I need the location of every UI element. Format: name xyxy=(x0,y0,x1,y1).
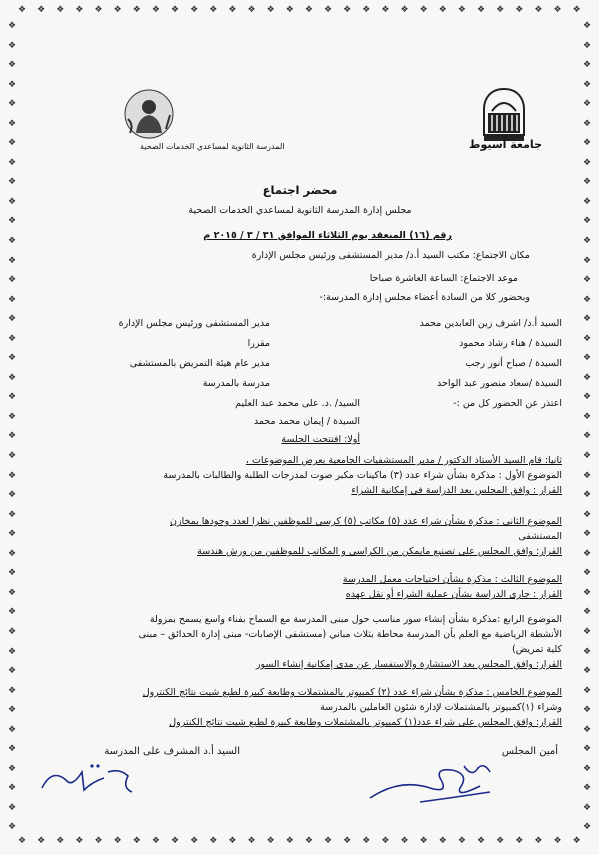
border-ornament: ❖ xyxy=(343,5,352,15)
university-name: جامعة أسيوط xyxy=(469,138,542,151)
border-ornament: ❖ xyxy=(324,5,333,15)
border-ornament: ❖ xyxy=(18,836,27,846)
page-border-bottom xyxy=(18,837,581,849)
border-ornament: ❖ xyxy=(7,21,17,31)
border-ornament: ❖ xyxy=(7,177,17,188)
border-ornament: ❖ xyxy=(582,548,592,559)
border-ornament: ❖ xyxy=(582,275,592,286)
border-ornament: ❖ xyxy=(7,802,17,813)
border-ornament: ❖ xyxy=(285,836,294,846)
border-ornament: ❖ xyxy=(438,836,447,846)
border-ornament: ❖ xyxy=(582,705,592,716)
border-ornament: ❖ xyxy=(582,470,592,481)
attendance-intro: وبحضور كلا من السادة أعضاء مجلس إدارة المدرسة:- xyxy=(319,292,530,303)
border-ornament: ❖ xyxy=(7,99,17,110)
border-ornament: ❖ xyxy=(324,836,333,846)
border-ornament: ❖ xyxy=(7,236,17,247)
border-ornament: ❖ xyxy=(582,21,592,31)
border-ornament: ❖ xyxy=(582,411,592,422)
border-ornament: ❖ xyxy=(582,99,592,110)
border-ornament: ❖ xyxy=(534,836,543,846)
border-ornament: ❖ xyxy=(534,5,543,15)
border-ornament: ❖ xyxy=(7,646,17,657)
border-ornament: ❖ xyxy=(7,724,17,735)
page-border-right xyxy=(581,22,593,833)
border-ornament: ❖ xyxy=(7,275,17,286)
border-ornament: ❖ xyxy=(18,5,27,15)
border-ornament: ❖ xyxy=(515,5,524,15)
border-ornament: ❖ xyxy=(419,5,428,15)
border-ornament: ❖ xyxy=(572,5,581,15)
border-ornament: ❖ xyxy=(553,836,562,846)
supervisor-label: السيد أ.د المشرف على المدرسة xyxy=(104,746,240,757)
border-ornament: ❖ xyxy=(582,255,592,266)
member-role: مدير عام هيئة التمريض بالمستشفى xyxy=(129,358,270,369)
opening-statement: أولا: افتتحت الجلسة xyxy=(281,434,360,445)
border-ornament: ❖ xyxy=(7,79,17,90)
border-ornament: ❖ xyxy=(7,548,17,559)
border-ornament: ❖ xyxy=(419,836,428,846)
border-ornament: ❖ xyxy=(457,836,466,846)
border-ornament: ❖ xyxy=(247,5,256,15)
topic-subject: الموضوع الثاني : مذكرة بشأن شراء عدد (٥) مكاتب (٥) كرسي للموظفين نظرا لعدد وجودها بمخازن xyxy=(170,516,562,527)
border-ornament: ❖ xyxy=(457,5,466,15)
border-ornament: ❖ xyxy=(7,216,17,227)
border-ornament: ❖ xyxy=(7,490,17,501)
topic-decision: القرار: وافق المجلس على شراء عدد(١) كمبيوتر بالمشتملات وطابعة كبيرة لطبع شيت نتائج الكنترول xyxy=(169,717,562,728)
border-ornament: ❖ xyxy=(209,836,218,846)
border-ornament: ❖ xyxy=(496,836,505,846)
border-ornament: ❖ xyxy=(132,5,141,15)
topic-subject: الموضوع الخامس : مذكرة بشأن شراء عدد (٢) كمبيوتر بالمشتملات وطابعة كبيرة لطبع شيت نتائج الكنترول xyxy=(142,687,562,698)
document-title: محضر اجتماع xyxy=(262,183,338,197)
border-ornament: ❖ xyxy=(7,626,17,637)
border-ornament: ❖ xyxy=(582,60,592,71)
topic-decision: القرار : وافق المجلس بعد الدراسة في إمكانية الشراء xyxy=(351,485,562,496)
border-ornament: ❖ xyxy=(582,392,592,403)
border-ornament: ❖ xyxy=(37,836,46,846)
border-ornament: ❖ xyxy=(400,5,409,15)
border-ornament: ❖ xyxy=(582,40,592,51)
border-ornament: ❖ xyxy=(582,138,592,149)
border-ornament: ❖ xyxy=(7,392,17,403)
topic-decision: القرار: وافق المجلس على تصنيع مايمكن من الكراسي و المكاتب للموظفين من ورش هندسة xyxy=(197,546,562,557)
meeting-time: موعد الاجتماع: الساعة العاشرة صباحا xyxy=(369,273,518,284)
border-ornament: ❖ xyxy=(582,236,592,247)
page-border-left xyxy=(6,22,18,833)
border-ornament: ❖ xyxy=(582,685,592,696)
meeting-place: مكان الاجتماع: مكتب السيد أ.د/ مدير المستشفى ورئيس مجلس الإدارة xyxy=(251,250,530,261)
border-ornament: ❖ xyxy=(477,5,486,15)
border-ornament: ❖ xyxy=(582,79,592,90)
member-role: مدرسة بالمدرسة xyxy=(202,378,270,389)
border-ornament: ❖ xyxy=(7,353,17,364)
border-ornament: ❖ xyxy=(7,783,17,794)
absent-label: اعتذر عن الحضور كل من :- xyxy=(453,398,562,409)
border-ornament: ❖ xyxy=(209,5,218,15)
border-ornament: ❖ xyxy=(582,763,592,774)
border-ornament: ❖ xyxy=(343,836,352,846)
border-ornament: ❖ xyxy=(582,294,592,305)
member-role: مدير المستشفى ورئيس مجلس الإدارة xyxy=(118,318,270,329)
border-ornament: ❖ xyxy=(553,5,562,15)
border-ornament: ❖ xyxy=(572,836,581,846)
topic-subject-cont: المستشفى xyxy=(518,531,562,542)
border-ornament: ❖ xyxy=(582,646,592,657)
border-ornament: ❖ xyxy=(56,836,65,846)
border-ornament: ❖ xyxy=(582,607,592,618)
border-ornament: ❖ xyxy=(7,666,17,677)
border-ornament: ❖ xyxy=(582,431,592,442)
border-ornament: ❖ xyxy=(582,314,592,325)
topic-subject-cont: كلية تمريض) xyxy=(511,644,562,655)
member-name: السيدة / هناء رشاد محمود xyxy=(459,338,562,349)
border-ornament: ❖ xyxy=(190,836,199,846)
border-ornament: ❖ xyxy=(228,5,237,15)
border-ornament: ❖ xyxy=(304,5,313,15)
border-ornament: ❖ xyxy=(7,60,17,71)
border-ornament: ❖ xyxy=(247,836,256,846)
border-ornament: ❖ xyxy=(7,255,17,266)
council-subtitle: مجلس إدارة المدرسة الثانوية لمساعدي الخدمات الصحية xyxy=(188,205,412,216)
border-ornament: ❖ xyxy=(582,587,592,598)
border-ornament: ❖ xyxy=(582,626,592,637)
border-ornament: ❖ xyxy=(582,177,592,188)
border-ornament: ❖ xyxy=(7,705,17,716)
border-ornament: ❖ xyxy=(477,836,486,846)
border-ornament: ❖ xyxy=(362,5,371,15)
border-ornament: ❖ xyxy=(400,836,409,846)
border-ornament: ❖ xyxy=(94,836,103,846)
border-ornament: ❖ xyxy=(582,529,592,540)
border-ornament: ❖ xyxy=(132,836,141,846)
supervisor-signature xyxy=(360,758,510,808)
border-ornament: ❖ xyxy=(7,431,17,442)
border-ornament: ❖ xyxy=(7,529,17,540)
border-ornament: ❖ xyxy=(582,157,592,168)
border-ornament: ❖ xyxy=(94,5,103,15)
border-ornament: ❖ xyxy=(7,451,17,462)
member-name: السيدة / صباح أنور رجب xyxy=(465,358,562,369)
border-ornament: ❖ xyxy=(362,836,371,846)
border-ornament: ❖ xyxy=(7,763,17,774)
border-ornament: ❖ xyxy=(75,5,84,15)
border-ornament: ❖ xyxy=(582,724,592,735)
topic-decision: القرار : جارى الدراسة بشأن عملية الشراء أو نقل عهده xyxy=(345,589,562,600)
border-ornament: ❖ xyxy=(7,157,17,168)
council-secretary-label: أمين المجلس xyxy=(501,746,558,757)
border-ornament: ❖ xyxy=(582,802,592,813)
border-ornament: ❖ xyxy=(7,314,17,325)
border-ornament: ❖ xyxy=(7,470,17,481)
border-ornament: ❖ xyxy=(7,509,17,520)
border-ornament: ❖ xyxy=(7,568,17,579)
page-border-top xyxy=(18,6,581,18)
border-ornament: ❖ xyxy=(7,118,17,129)
border-ornament: ❖ xyxy=(7,40,17,51)
border-ornament: ❖ xyxy=(582,196,592,207)
border-ornament: ❖ xyxy=(7,587,17,598)
topic-subject-cont: وشراء (١)كمبيوتر بالمشتملات لإدارة شئون العاملين بالمدرسة xyxy=(320,702,562,713)
border-ornament: ❖ xyxy=(7,744,17,755)
border-ornament: ❖ xyxy=(7,685,17,696)
topic-subject: الموضوع الأول : مذكرة بشأن شراء عدد (٣) ماكينات مكبر صوت لمدرجات الطلبة والطالبات بالمدرسة xyxy=(163,470,562,481)
border-ornament: ❖ xyxy=(582,451,592,462)
absent-name: السيد/ .د. على محمد عبد العليم xyxy=(235,398,360,409)
border-ornament: ❖ xyxy=(151,5,160,15)
university-logo xyxy=(478,85,530,143)
border-ornament: ❖ xyxy=(582,783,592,794)
border-ornament: ❖ xyxy=(171,5,180,15)
border-ornament: ❖ xyxy=(582,568,592,579)
border-ornament: ❖ xyxy=(228,836,237,846)
border-ornament: ❖ xyxy=(582,333,592,344)
border-ornament: ❖ xyxy=(582,372,592,383)
topic-subject: الموضوع الثالث : مذكرة بشأن احتياجات معمل المدرسة xyxy=(342,574,562,585)
absent-name: السيدة / إيمان محمد محمد xyxy=(253,416,360,427)
border-ornament: ❖ xyxy=(266,836,275,846)
border-ornament: ❖ xyxy=(515,836,524,846)
school-name: المدرسة الثانوية لمساعدي الخدمات الصحية xyxy=(140,142,285,151)
border-ornament: ❖ xyxy=(7,138,17,149)
border-ornament: ❖ xyxy=(381,5,390,15)
border-ornament: ❖ xyxy=(496,5,505,15)
member-role: مقررا xyxy=(247,338,270,349)
border-ornament: ❖ xyxy=(7,372,17,383)
border-ornament: ❖ xyxy=(7,333,17,344)
second-statement: ثانيا: قام السيد الأستاذ الدكتور / مدير المستشفيات الجامعية بعرض الموضوعات ، xyxy=(245,455,562,466)
border-ornament: ❖ xyxy=(56,5,65,15)
border-ornament: ❖ xyxy=(7,411,17,422)
border-ornament: ❖ xyxy=(7,607,17,618)
border-ornament: ❖ xyxy=(113,836,122,846)
border-ornament: ❖ xyxy=(285,5,294,15)
border-ornament: ❖ xyxy=(582,744,592,755)
border-ornament: ❖ xyxy=(190,5,199,15)
border-ornament: ❖ xyxy=(7,294,17,305)
border-ornament: ❖ xyxy=(266,5,275,15)
border-ornament: ❖ xyxy=(438,5,447,15)
border-ornament: ❖ xyxy=(582,353,592,364)
border-ornament: ❖ xyxy=(381,836,390,846)
border-ornament: ❖ xyxy=(582,509,592,520)
border-ornament: ❖ xyxy=(75,836,84,846)
school-logo xyxy=(120,85,178,143)
border-ornament: ❖ xyxy=(113,5,122,15)
border-ornament: ❖ xyxy=(582,666,592,677)
border-ornament: ❖ xyxy=(151,836,160,846)
topic-subject-cont: الأنشطة الرياضية مع العلم بأن المدرسة محاطة بثلاث مباني (مستشفى الإصابات- مبنى إدارة الحدائق – مبنى xyxy=(138,629,562,640)
border-ornament: ❖ xyxy=(7,196,17,207)
topic-subject: الموضوع الرابع :مذكرة بشأن إنشاء سور مناسب حول مبنى المدرسة مع السماح بفناء واسع يسمح بمزولة xyxy=(149,614,562,625)
member-name: السيد أ.د/ اشرف زين العابدين محمد xyxy=(419,318,562,329)
border-ornament: ❖ xyxy=(582,490,592,501)
border-ornament: ❖ xyxy=(7,822,17,833)
secretary-signature xyxy=(32,758,142,800)
document xyxy=(30,70,570,830)
border-ornament: ❖ xyxy=(304,836,313,846)
border-ornament: ❖ xyxy=(582,118,592,129)
meeting-number: رقم (١٦) المنعقد يوم الثلاثاء الموافق ٣١ / ٣ / ٢٠١٥ م xyxy=(203,230,452,241)
border-ornament: ❖ xyxy=(171,836,180,846)
member-name: السيدة /سعاد منصور عبد الواحد xyxy=(437,378,562,389)
border-ornament: ❖ xyxy=(582,822,592,833)
border-ornament: ❖ xyxy=(582,216,592,227)
topic-decision: القرار: وافق المجلس بعد الاستشارة والاستفسار عن مدى إمكانية إنشاء السور xyxy=(255,659,562,670)
border-ornament: ❖ xyxy=(37,5,46,15)
